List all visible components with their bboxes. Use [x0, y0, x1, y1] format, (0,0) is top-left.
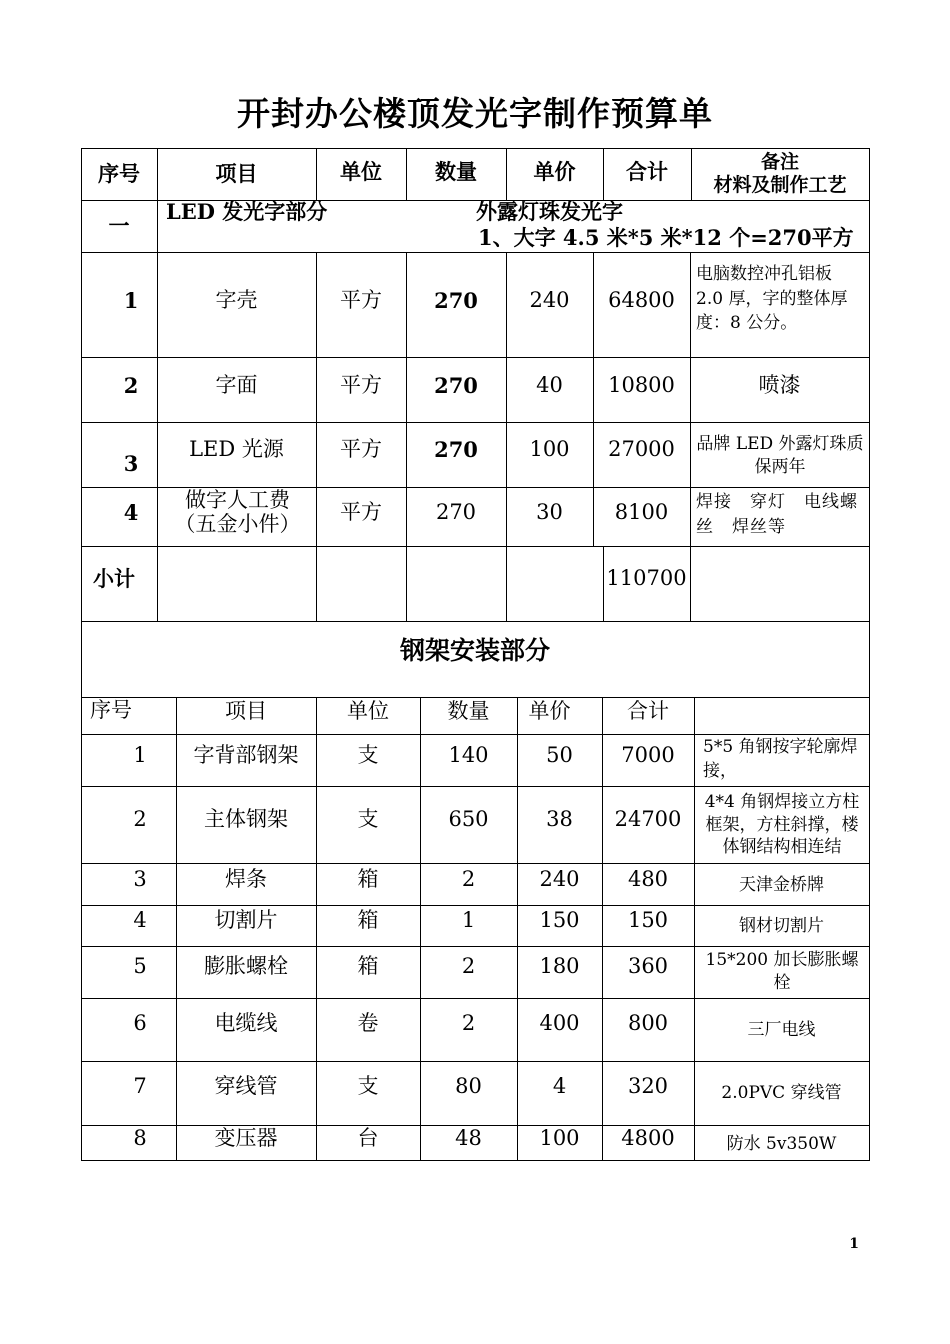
led-row-note: 品牌 LED 外露灯珠质保两年 — [696, 434, 864, 477]
steel-row-item: 变压器 — [214, 1126, 278, 1151]
steel-row-qty: 650 — [448, 807, 489, 832]
steel-row-item: 主体钢架 — [204, 807, 288, 832]
steel-row-price: 180 — [539, 954, 580, 979]
led-row-no: 4 — [123, 500, 139, 526]
section-led-title: LED 发光字部分 — [166, 199, 328, 224]
steel-row-no: 2 — [133, 807, 147, 832]
led-row-price: 30 — [536, 500, 563, 525]
led-row-qty: 270 — [434, 288, 478, 314]
page-number: 1 — [849, 1236, 859, 1252]
steel-row-item: 焊条 — [225, 867, 267, 892]
steel-row-item: 切割片 — [214, 908, 278, 933]
header-price: 单价 — [533, 159, 576, 185]
steel-row-price: 150 — [539, 908, 580, 933]
header-note-line2: 材料及制作工艺 — [713, 174, 847, 196]
steel-row-total: 360 — [627, 954, 669, 979]
steel-header-price: 单价 — [528, 699, 571, 724]
steel-row-unit: 卷 — [357, 1011, 379, 1036]
steel-row-price: 4 — [552, 1074, 567, 1099]
steel-row-no: 6 — [133, 1011, 147, 1036]
steel-row-unit: 支 — [357, 1074, 379, 1099]
steel-row-price: 38 — [546, 807, 573, 832]
steel-row-note: 三厂电线 — [747, 1019, 816, 1040]
led-row-qty: 270 — [434, 437, 478, 463]
led-row-price: 40 — [536, 373, 563, 398]
steel-row-no: 4 — [133, 908, 147, 933]
led-row-unit: 平方 — [340, 288, 382, 313]
led-row-total: 64800 — [608, 288, 675, 313]
led-row-note: 电脑数控冲孔铝板 2.0 厚，字的整体厚度：8 公分。 — [696, 264, 848, 334]
steel-row-total: 24700 — [614, 807, 682, 832]
led-row-note: 焊接 穿灯 电线螺丝 焊丝等 — [696, 492, 858, 537]
page-title: 开封办公楼顶发光字制作预算单 — [237, 94, 713, 133]
steel-header-item: 项目 — [225, 699, 267, 724]
steel-row-unit: 箱 — [357, 954, 379, 979]
header-item: 项目 — [215, 161, 258, 187]
steel-row-total: 7000 — [621, 743, 675, 768]
steel-row-price: 100 — [539, 1126, 580, 1151]
steel-row-note: 防水 5v350W — [726, 1133, 837, 1154]
steel-row-note: 5*5 角钢按字轮廓焊接， — [703, 737, 858, 781]
header-unit: 单位 — [340, 159, 382, 185]
led-row-price: 240 — [529, 288, 570, 313]
steel-row-note: 钢材切割片 — [739, 915, 824, 936]
led-row-note: 喷漆 — [758, 373, 801, 398]
steel-row-unit: 箱 — [357, 908, 379, 933]
steel-row-price: 50 — [546, 743, 573, 768]
steel-row-unit: 支 — [357, 743, 379, 768]
steel-row-total: 480 — [627, 867, 669, 892]
steel-row-no: 1 — [133, 743, 147, 768]
led-row-unit: 平方 — [340, 437, 382, 462]
steel-row-no: 3 — [133, 867, 147, 892]
led-row-unit: 平方 — [340, 500, 382, 525]
steel-header-qty: 数量 — [447, 699, 490, 724]
led-row-item: 做字人工费（五金小件） — [174, 487, 301, 536]
steel-header-no: 序号 — [90, 698, 132, 722]
led-row-no: 2 — [123, 373, 139, 399]
steel-row-no: 7 — [133, 1074, 147, 1099]
section-led-desc-line2: 1、大字 4.5 米*5 米*12 个=270平方 — [478, 225, 854, 250]
steel-row-note: 4*4 角钢焊接立方柱框架，方柱斜撑，楼体钢结构相连结 — [704, 791, 860, 858]
steel-row-total: 4800 — [621, 1126, 675, 1151]
led-row-total: 27000 — [608, 437, 675, 462]
led-row-no: 3 — [123, 450, 139, 476]
steel-row-qty: 2 — [461, 954, 476, 979]
steel-row-qty: 2 — [461, 1011, 476, 1036]
steel-row-qty: 1 — [461, 908, 476, 933]
steel-row-qty: 80 — [455, 1074, 482, 1099]
steel-row-qty: 140 — [448, 743, 489, 768]
steel-row-note: 天津金桥牌 — [739, 874, 824, 895]
led-row-item: 字壳 — [215, 288, 258, 313]
section-led-desc-line1: 外露灯珠发光字 — [476, 199, 623, 224]
steel-row-no: 8 — [133, 1126, 147, 1151]
steel-row-qty: 2 — [461, 867, 476, 892]
steel-row-total: 320 — [627, 1074, 669, 1099]
led-row-no: 1 — [123, 288, 139, 314]
subtotal-label: 小计 — [93, 566, 135, 592]
header-note — [691, 148, 869, 200]
steel-row-item: 穿线管 — [214, 1074, 278, 1099]
led-row-item: LED 光源 — [189, 437, 284, 462]
steel-row-price: 400 — [539, 1011, 580, 1036]
steel-row-unit: 支 — [357, 807, 379, 832]
subtotal-total: 110700 — [606, 566, 687, 591]
led-row-total: 8100 — [614, 500, 669, 525]
led-row-qty: 270 — [434, 373, 478, 399]
steel-row-total: 150 — [627, 908, 669, 933]
steel-row-unit: 箱 — [357, 867, 379, 892]
led-row-item: 字面 — [215, 373, 258, 398]
header-total: 合计 — [626, 159, 668, 185]
steel-row-item: 字背部钢架 — [193, 743, 299, 768]
steel-header-total: 合计 — [627, 699, 669, 724]
steel-row-total: 800 — [627, 1011, 669, 1036]
led-row-unit: 平方 — [340, 373, 382, 398]
section-steel-title: 钢架安装部分 — [399, 636, 550, 665]
led-row-total: 10800 — [608, 373, 675, 398]
led-row-price: 100 — [529, 437, 570, 462]
steel-row-no: 5 — [133, 954, 147, 979]
steel-row-item: 膨胀螺栓 — [204, 954, 288, 979]
steel-row-note: 15*200 加长膨胀螺栓 — [705, 950, 859, 993]
led-row-qty: 270 — [435, 500, 477, 525]
steel-row-price: 240 — [539, 867, 580, 892]
steel-row-item: 电缆线 — [214, 1011, 278, 1036]
steel-row-unit: 台 — [357, 1126, 379, 1151]
steel-row-note: 2.0PVC 穿线管 — [721, 1082, 842, 1103]
header-qty: 数量 — [435, 159, 477, 185]
header-note-line1: 备注 — [760, 151, 799, 174]
steel-row-qty: 48 — [455, 1126, 482, 1151]
header-no: 序号 — [98, 161, 140, 187]
steel-header-unit: 单位 — [347, 699, 389, 724]
section-led-no: 一 — [108, 213, 130, 239]
